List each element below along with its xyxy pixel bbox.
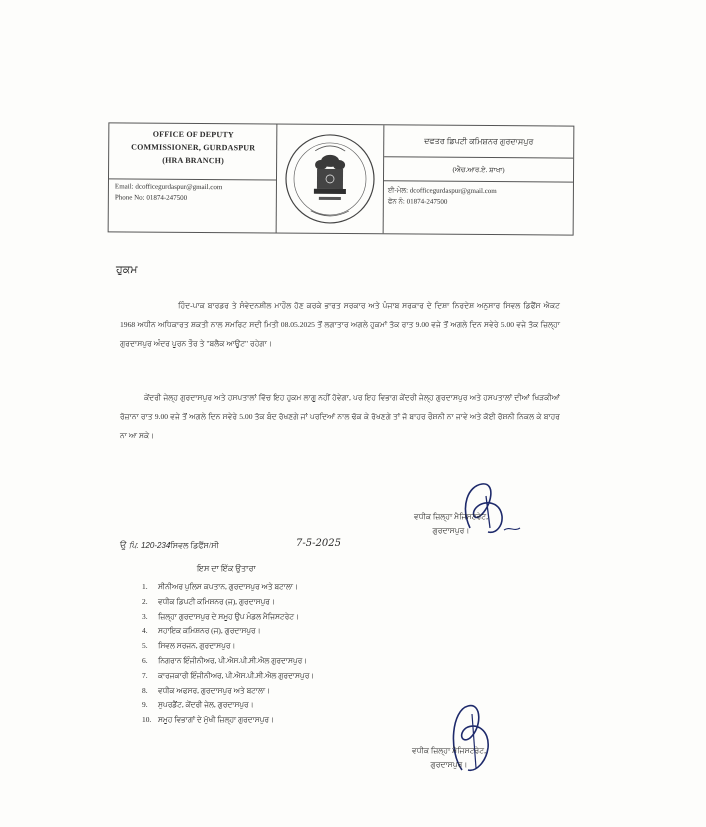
copy-list: [142, 580, 314, 728]
list-item: 6. ਨਿਗਰਾਨ ਇੰਜੀਨੀਅਰ, ਪੀ.ਐਸ.ਪੀ.ਸੀ.ਐਲ ਗੁਰਦਾਸਪੁਰ।: [142, 655, 308, 665]
letterhead-english: [109, 123, 278, 232]
signatory-2: [412, 744, 486, 772]
office-phone: Phone No: 01874-247500: [114, 193, 188, 202]
office-title-line: COMMISSIONER, GURDASPUR: [131, 142, 256, 153]
office-email: Email: dcofficegurdaspur@gmail.com: [114, 182, 223, 192]
list-item: 9. ਸੁਪਰਡੈਂਟ, ਕੇਂਦਰੀ ਜੇਲ, ਗੁਰਦਾਸਪੁਰ।: [142, 700, 254, 710]
office-title-punjabi: ਦਫਤਰ ਡਿਪਟੀ ਕਮਿਸ਼ਨਰ ਗੁਰਦਾਸਪੁਰ: [384, 125, 573, 158]
letterhead: [108, 122, 575, 235]
state-emblem-icon: [281, 127, 380, 232]
office-title-line: (HRA BRANCH): [162, 155, 225, 166]
endorsement-number: ਪਿ. 120-234: [128, 541, 171, 550]
signatory-place: ਗੁਰਦਾਸਪੁਰ।: [430, 760, 468, 769]
list-item: 1. ਸੀਨੀਅਰ ਪੁਲਿਸ ਕਪਤਾਨ, ਗੁਰਦਾਸਪੁਰ ਅਤੇ ਬਟਾਲਾ।: [142, 582, 298, 591]
endorsement-prefix: ਉ: [120, 540, 127, 550]
office-title-line: OFFICE OF DEPUTY: [152, 129, 234, 140]
branch-punjabi: (ਐਚ.ਆਰ.ਏ. ਸ਼ਾਖਾ): [384, 157, 573, 182]
signatory-place: ਗੁਰਦਾਸਪੁਰ।: [432, 526, 470, 535]
office-title: [115, 127, 271, 167]
letterhead-punjabi: [383, 125, 574, 234]
signatory-designation: ਵਧੀਕ ਜ਼ਿਲ੍ਹਾ ਮੈਜਿਸਟਰੇਟ,: [414, 512, 488, 521]
office-phone-punjabi: ਫੋਨ ਨੰ: 01874-247500: [387, 197, 448, 206]
signatory-1: [414, 510, 488, 538]
list-item: 5. ਸਿਵਲ ਸਰਜਨ, ਗੁਰਦਾਸਪੁਰ।: [142, 641, 236, 651]
list-item: 2. ਵਧੀਕ ਡਿਪਟੀ ਕਮਿਸ਼ਨਰ (ਜ), ਗੁਰਦਾਸਪੁਰ।: [142, 596, 275, 606]
signatory-designation: ਵਧੀਕ ਜ਼ਿਲ੍ਹਾ ਮੈਜਿਸਟਰੇਟ,: [412, 746, 486, 755]
list-item: 3. ਜ਼ਿਲ੍ਹਾ ਗੁਰਦਾਸਪੁਰ ਦੇ ਸਮੂਹ ਉਪ ਮੰਡਲ ਮੈਜਿਸਟਰੇਟ।: [142, 611, 299, 621]
office-email-punjabi: ਈ-ਮੇਲ: dcofficegurdaspur@gmail.com: [387, 186, 497, 196]
divider: [109, 178, 276, 180]
list-item: 8. ਵਧੀਕ ਅਫਸਰ, ਗੁਰਦਾਸਪੁਰ ਅਤੇ ਬਟਾਲਾ।: [142, 685, 271, 695]
endorsement-branch: /ਸਿਵਲ ਡਿਫੈਂਸ/ਸੀ: [168, 541, 219, 550]
order-paragraph-2: ਕੇਂਦਰੀ ਜੇਲ੍ਹ ਗੁਰਦਾਸਪੁਰ ਅਤੇ ਹਸਪਤਾਲਾਂ ਵਿੱਚ ਇਹ ਹੁਕਮ ਲਾਗੂ ਨਹੀਂ ਹੋਵੇਗਾ, ਪਰ ਇਹ ਵਿਭਾਗ ਕੇਂਦਰੀ ਜੇਲ੍ਹ ਗੁਰਦਾਸਪੁਰ ਅਤੇ ਹਸਪਤਾਲਾਂ ਦੀਆਂ ਖਿੜਕੀਆਂ ਰੋਜ਼ਾਨਾ ਰਾਤ 9.00 ਵਜੇ ਤੋਂ ਅਗਲੇ ਦਿਨ ਸਵੇਰੇ 5.00 ਤੱਕ ਬੰਦ ਰੱਖਣਗੇ ਜਾਂ ਪਰਦਿਆਂ ਨਾਲ ਢੱਕ ਕੇ ਰੱਖਣਗੇ ਤਾਂ ਜੋ ਬਾਹਰ ਰੌਸ਼ਨੀ ਨਾ ਜਾਵੇ ਅਤੇ ਕੋਈ ਰੋਸ਼ਨੀ ਨਿਕਲ ਕੇ ਬਾਹਰ ਨਾ ਆ ਸਕੇ।: [120, 393, 560, 440]
office-contact: [115, 181, 223, 204]
endorsement-date: 7-5-2025: [296, 538, 341, 549]
order-paragraph-1: ਹਿੰਦ-ਪਾਕ ਬਾਰਡਰ ਤੇ ਸੰਵੇਦਨਸ਼ੀਲ ਮਾਹੌਲ ਹੋਣ ਕਰਕੇ ਭਾਰਤ ਸਰਕਾਰ ਅਤੇ ਪੰਜਾਬ ਸਰਕਾਰ ਦੇ ਦਿਸ਼ਾ ਨਿਰਦੇਸ਼ ਅਨੁਸਾਰ ਸਿਵਲ ਡਿਫੈਂਸ ਐਕਟ 1968 ਅਧੀਨ ਅਧਿਕਾਰਤ ਸ਼ਕਤੀ ਨਾਲ ਸਮਰਿਟ ਸਦੀ ਮਿਤੀ 08.05.2025 ਤੋਂ ਲਗਾਤਾਰ ਅਗਲੇ ਹੁਕਮਾਂ ਤੱਕ ਰਾਤ 9.00 ਵਜੇ ਤੋਂ ਅਗਲੇ ਦਿਨ ਸਵੇਰੇ 5.00 ਵਜੇ ਤੱਕ ਜ਼ਿਲ੍ਹਾ ਗੁਰਦਾਸਪੁਰ ਅੰਦਰ ਪੂਰਨ ਤੌਰ ਤੇ "ਬਲੈਕ ਆਊਟ" ਰਹੇਗਾ।: [120, 301, 560, 348]
office-contact-punjabi: [388, 185, 497, 208]
list-item: 10. ਸਮੂਹ ਵਿਭਾਗਾਂ ਦੇ ਮੁੱਖੀ ਜ਼ਿਲ੍ਹਾ ਗੁਰਦਾਸਪੁਰ।: [142, 715, 274, 725]
copy-heading: ਇਸ ਦਾ ਇੱਕ ਉਤਾਰਾ: [197, 564, 256, 573]
list-item: 7. ਕਾਰਜਕਾਰੀ ਇੰਜੀਨੀਅਰ, ਪੀ.ਐਸ.ਪੀ.ਸੀ.ਐਲ ਗੁਰਦਾਸਪੁਰ।: [142, 670, 315, 680]
endorsement-line: [120, 538, 341, 551]
order-heading: ਹੁਕਮ: [116, 264, 138, 276]
list-item: 4. ਸਹਾਇਕ ਕਮਿਸ਼ਨਰ (ਜ), ਗੁਰਦਾਸਪੁਰ।: [142, 626, 261, 636]
